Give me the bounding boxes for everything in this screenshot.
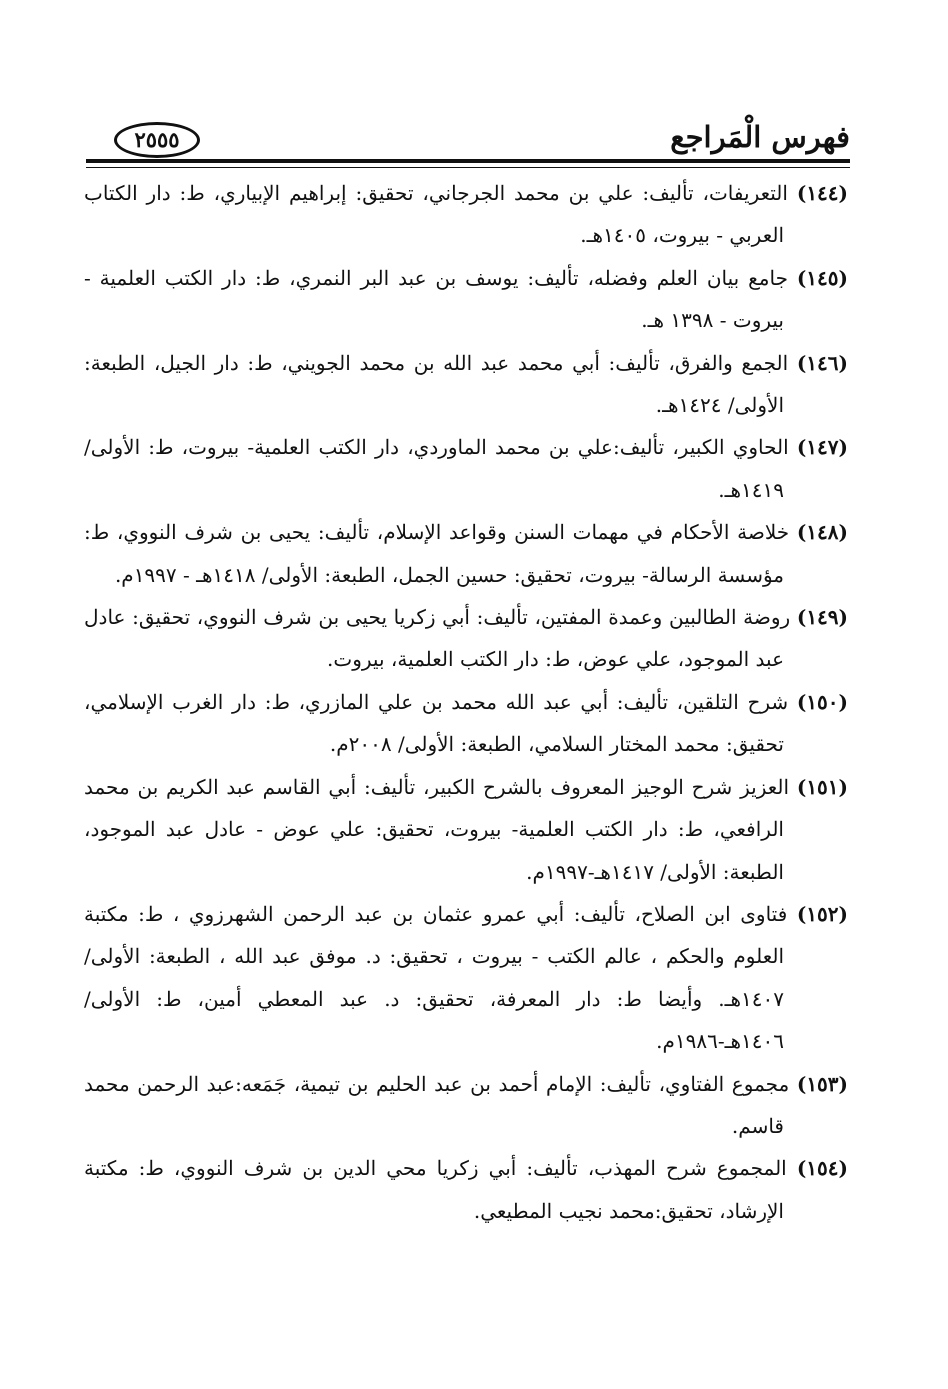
entry-number: (١٥١) <box>796 774 849 799</box>
entry-text: الحاوي الكبير، تأليف:علي بن محمد الماوردي، دار الكتب العلمية- بيروت، ط: الأولى/ ١٤١٩هـ. <box>84 435 789 502</box>
reference-entry <box>84 596 848 681</box>
entry-number: (١٤٤) <box>796 181 849 205</box>
entry-number: (١٤٩) <box>796 605 849 630</box>
reference-entry <box>84 1147 848 1232</box>
entry-number: (١٥٢) <box>796 901 848 926</box>
reference-entry <box>84 681 848 766</box>
entry-text: جامع بيان العلم وفضله، تأليف: يوسف بن عبد البر النمري، ط: دار الكتب العلمية - بيروت - ١٣٩٨ هـ. <box>84 265 788 333</box>
entry-number: (١٤٨) <box>796 520 848 545</box>
page-number: ٢٥٥٥ <box>114 122 200 158</box>
entry-text: التعريفات، تأليف: علي بن محمد الجرجاني، تحقيق: إبراهيم الإبياري، ط: دار الكتاب العربي - بيروت، ١٤٠٥هـ. <box>84 181 788 248</box>
entry-text: المجموع شرح المهذب، تأليف: أبي زكريا محي الدين بن شرف النووي، ط: مكتبة الإرشاد، تحقيق:محمد نجيب المطيعي. <box>84 1156 787 1223</box>
header-rule-thick <box>86 159 850 163</box>
entry-text: فتاوى ابن الصلاح، تأليف: أبي عمرو عثمان بن عبد الرحمن الشهرزوي ، ط: مكتبة العلوم والحكم ، عالم الكتب - بيروت ، تحقيق: د. موفق عبد الله ، الطبعة: الأولى/ ١٤٠٧هـ. وأيضا ط: دار المعرفة، تحقيق: د. عبد المعطي أمين، ط: الأولى/ ١٤٠٦هـ-١٩٨٦م. <box>84 901 788 1054</box>
entry-text: الجمع والفرق، تأليف: أبي محمد عبد الله بن محمد الجويني، ط: دار الجيل، الطبعة: الأولى/ ١٤٢٤هـ. <box>84 350 789 418</box>
running-title: فهرس الْمَراجع <box>670 120 850 154</box>
entry-number: (١٥٤) <box>796 1156 848 1181</box>
reference-entry <box>84 893 848 1063</box>
entry-text: خلاصة الأحكام في مهمات السنن وقواعد الإسلام، تأليف: يحيى بن شرف النووي، ط: مؤسسة الرسالة- بيروت، تحقيق: حسين الجمل، الطبعة: الأولى/ ١٤١٨هـ - ١٩٩٧م. <box>84 520 790 587</box>
entry-number: (١٤٦) <box>796 350 848 375</box>
reference-entry <box>84 426 848 511</box>
entry-number: (١٤٥) <box>796 265 848 290</box>
entry-text: العزيز شرح الوجيز المعروف بالشرح الكبير، تأليف: أبي القاسم عبد الكريم بن محمد الرافعي، ط: دار الكتب العلمية- بيروت، تحقيق: علي عوض - عادل عبد الموجود، الطبعة: الأولى/ ١٤١٧هـ-١٩٩٧م. <box>84 774 790 884</box>
reference-entry <box>84 257 848 342</box>
reference-entry <box>84 1063 848 1148</box>
reference-entry <box>84 172 848 257</box>
reference-entry <box>84 342 848 427</box>
page-header <box>86 118 850 162</box>
entry-number: (١٥٠) <box>796 689 848 714</box>
reference-entry <box>84 766 848 893</box>
references-list <box>84 172 848 1232</box>
entry-text: شرح التلقين، تأليف: أبي عبد الله محمد بن علي المازري، ط: دار الغرب الإسلامي، تحقيق: محمد المختار السلامي، الطبعة: الأولى/ ٢٠٠٨م. <box>84 689 789 757</box>
reference-entry <box>84 511 848 596</box>
entry-text: مجموع الفتاوي، تأليف: الإمام أحمد بن عبد الحليم بن تيمية، جَمَعه:عبد الرحمن محمد قاسم. <box>84 1071 790 1138</box>
entry-text: روضة الطالبين وعمدة المفتين، تأليف: أبي زكريا يحيى بن شرف النووي، تحقيق: عادل عبد الموجود، علي عوض، ط: دار الكتب العلمية، بيروت. <box>84 605 791 672</box>
entry-number: (١٤٧) <box>796 435 848 460</box>
entry-number: (١٥٣) <box>796 1071 849 1096</box>
header-rule-thin <box>86 167 850 168</box>
